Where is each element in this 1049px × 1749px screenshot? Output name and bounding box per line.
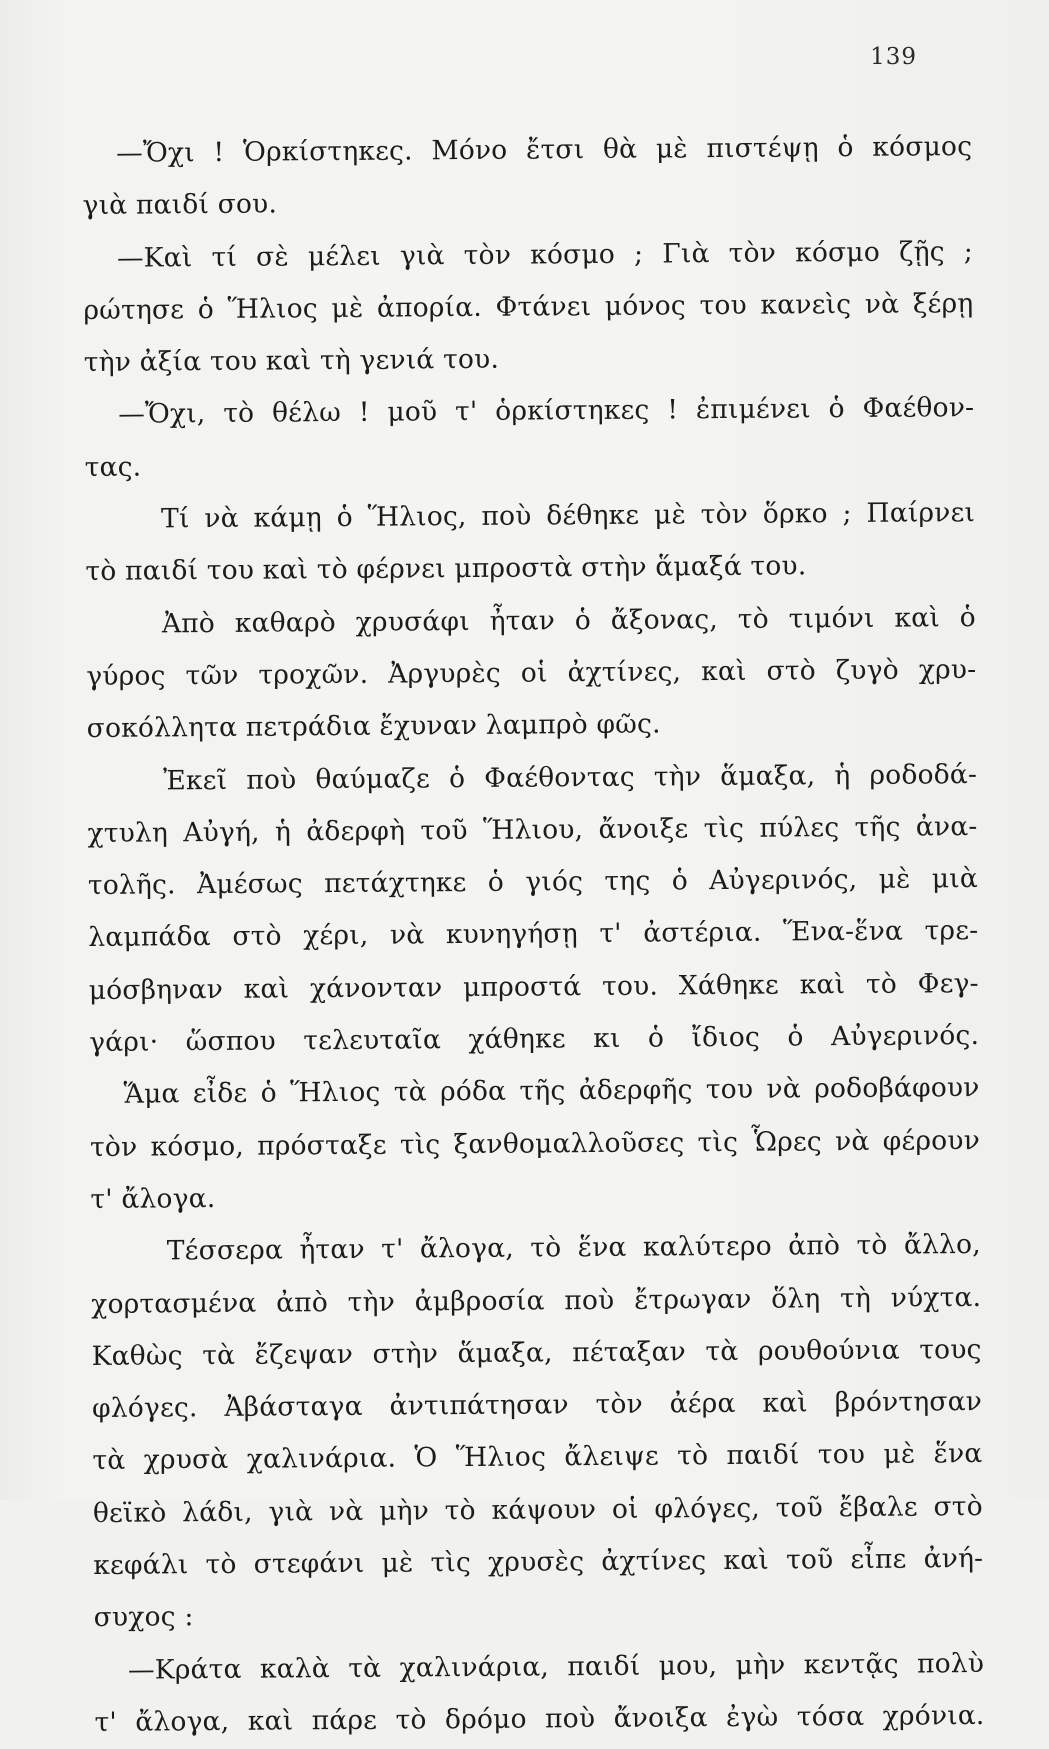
text-line: —Καὶ τί σὲ μέλει γιὰ τὸν κόσμο ; Γιὰ τὸν κόσμο ζῇς ; (116, 235, 974, 274)
text-line: τ' ἄλογα. (90, 1182, 216, 1215)
text-line: Τί νὰ κάμῃ ὁ Ἥλιος, ποὺ δέθηκε μὲ τὸν ὅρκο ; Παίρνει (160, 497, 976, 535)
text-line: —Ὄχι ! Ὁρκίστηκες. Μόνο ἔτσι θὰ μὲ πιστέψῃ ὁ κόσμος (116, 131, 973, 169)
text-line: τὰ χρυσὰ χαλινάρια. Ὁ Ἥλιος ἄλειψε τὸ παιδί του μὲ ἕνα (92, 1438, 983, 1477)
text-line: Ἀπὸ καθαρὸ χρυσάφι ἦταν ὁ ἄξονας, τὸ τιμόνι καὶ ὁ (161, 601, 976, 640)
text-line: λαμπάδα στὸ χέρι, νὰ κυνηγήσῃ τ' ἀστέρια. Ἕνα-ἕνα τρε- (88, 915, 979, 954)
text-line: φλόγες. Ἀβάσταγα ἀντιπάτησαν τὸν ἀέρα καὶ βρόντησαν (91, 1386, 983, 1425)
text-line: συχος : (93, 1601, 194, 1634)
text-line: χτυλη Αὐγή, ἡ ἀδερφὴ τοῦ Ἥλιου, ἄνοιξε τὶς πύλες τῆς ἀνα- (87, 810, 978, 849)
text-line: τολῆς. Ἀμέσως πετάχτηκε ὁ γιός της ὁ Αὐγερινός, μὲ μιὰ (87, 863, 979, 902)
text-line: κεφάλι τὸ στεφάνι μὲ τὶς χρυσὲς ἀχτίνες καὶ τοῦ εἶπε ἀνή- (93, 1542, 984, 1581)
text-line: —Κράτα καλὰ τὰ χαλινάρια, παιδί μου, μὴν κεντᾷς πολὺ (127, 1647, 985, 1686)
text-line: Ἐκεῖ ποὺ θαύμαζε ὁ Φαέθοντας τὴν ἅμαξα, ἡ ροδοδά- (163, 758, 978, 796)
text-line: χορτασμένα ἀπὸ τὴν ἀμβροσία ποὺ ἔτρωγαν ὅλη τὴ νύχτα. (91, 1281, 982, 1320)
text-line: γάρι· ὥσπου τελευταῖα χάθηκε κι ὁ ἴδιος ὁ Αὐγερινός. (89, 1020, 980, 1059)
text-line: Τέσσερα ἦταν τ' ἄλογα, τὸ ἕνα καλύτερο ἀπὸ τὸ ἄλλο, (166, 1229, 981, 1267)
text-line: Καθὼς τὰ ἔζεψαν στὴν ἅμαξα, πέταξαν τὰ ρουθούνια τους (91, 1333, 982, 1372)
text-line: τας. (84, 451, 142, 483)
text-line: γύρος τῶν τροχῶν. Ἀργυρὲς οἱ ἀχτίνες, καὶ στὸ ζυγὸ χρυ- (86, 653, 977, 692)
text-line: τὸ παιδί του καὶ τὸ φέρνει μπροστὰ στὴν ἅμαξά του. (85, 550, 807, 588)
page-number: 139 (870, 44, 917, 70)
text-line: ρώτησε ὁ Ἥλιος μὲ ἀπορία. Φτάνει μόνος του κανεὶς νὰ ξέρῃ (83, 287, 974, 326)
text-line: Ἅμα εἶδε ὁ Ἥλιος τὰ ρόδα τῆς ἀδερφῆς του νὰ ροδοβάφουν (123, 1072, 980, 1111)
text-line: —Ὄχι, τὸ θέλω ! μοῦ τ' ὁρκίστηκες ! ἐπιμένει ὁ Φαέθον- (118, 392, 975, 431)
text-line: τὸν κόσμο, πρόσταξε τὶς ξανθομαλλοῦσες τὶς Ὧρες νὰ φέρουν (89, 1124, 981, 1163)
text-line: σοκόλλητα πετράδια ἔχυναν λαμπρὸ φῶς. (86, 708, 661, 745)
text-line: τὴν ἀξία του καὶ τὴ γενιά του. (83, 343, 500, 379)
text-line: μόσβηναν καὶ χάνονταν μπροστά του. Χάθηκε καὶ τὸ Φεγ- (88, 967, 979, 1006)
text-line: γιὰ παιδί σου. (82, 188, 278, 222)
body-text (82, 121, 985, 1749)
text-line: τ' ἄλογα, καὶ πάρε τὸ δρόμο ποὺ ἄνοιξα ἐγὼ τόσα χρόνια. (94, 1699, 985, 1738)
text-line: θεϊκὸ λάδι, γιὰ νὰ μὴν τὸ κάψουν οἱ φλόγες, τοῦ ἔβαλε στὸ (92, 1490, 983, 1529)
